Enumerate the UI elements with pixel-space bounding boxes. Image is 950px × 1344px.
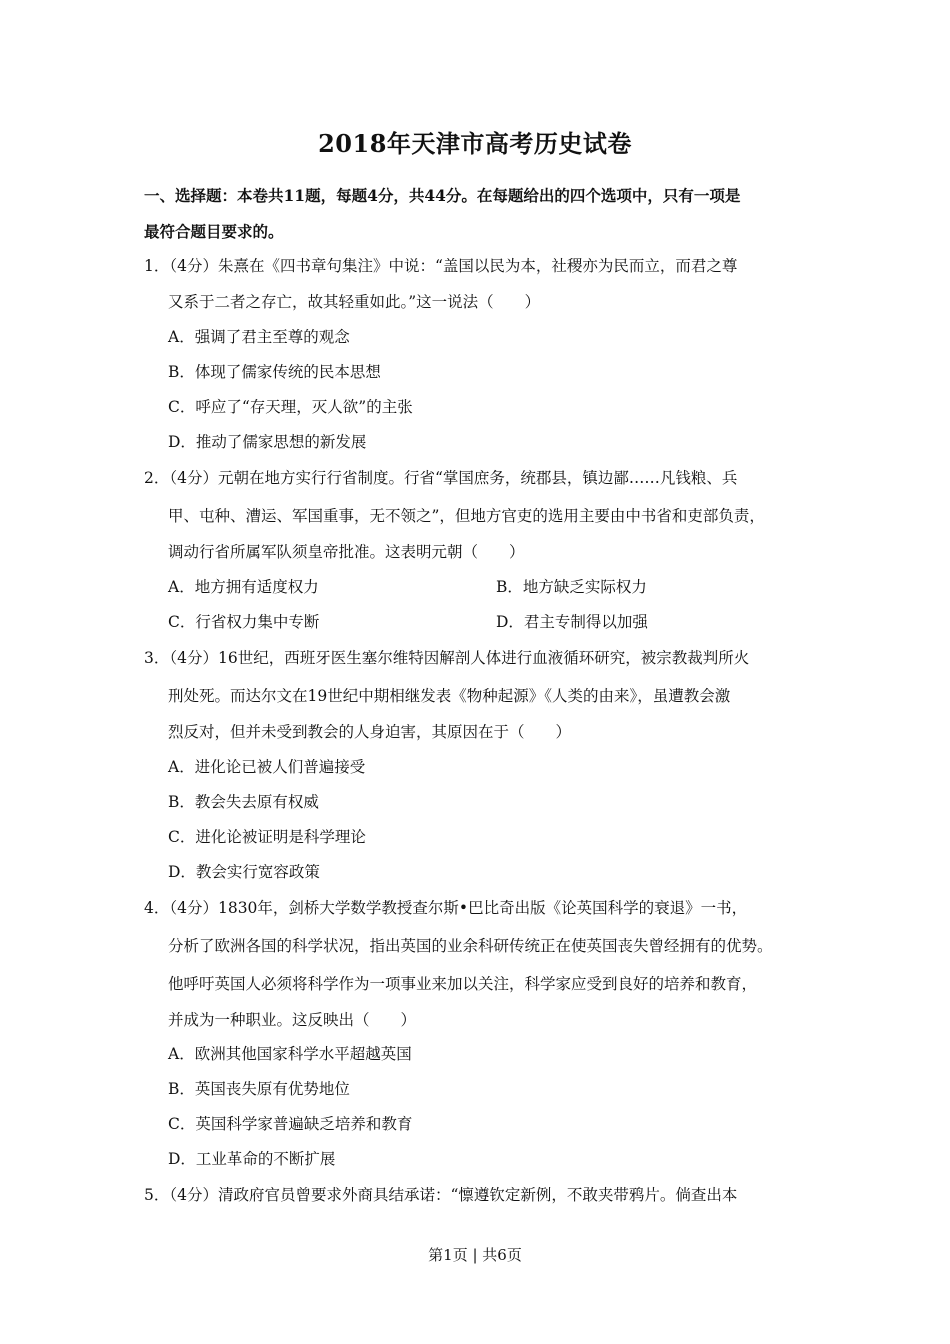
question-4-stem-line-2: 分析了欧洲各国的科学状况，指出英国的业余科研传统正在使英国丧失曾经拥有的优势。 xyxy=(168,937,773,955)
question-2-stem-line-1: 2．（4分）元朝在地方实行行省制度。行省“掌国庶务，统郡县，镇边鄙……凡钱粮、兵 xyxy=(144,469,738,487)
question-4-option-d: D．工业革命的不断扩展 xyxy=(168,1150,336,1168)
section-heading-line-2: 最符合题目要求的。 xyxy=(144,222,284,241)
question-3-stem-line-2: 刑处死。而达尔文在19世纪中期相继发表《物种起源》《人类的由来》，虽遭教会激 xyxy=(168,687,731,705)
question-4-option-a: A．欧洲其他国家科学水平超越英国 xyxy=(168,1045,412,1063)
question-3-stem-line-1: 3．（4分）16世纪，西班牙医生塞尔维特因解剖人体进行血液循环研究，被宗教裁判所火 xyxy=(144,649,750,667)
section-heading-line-1: 一、选择题：本卷共11题，每题4分，共44分。在每题给出的四个选项中，只有一项是 xyxy=(144,186,741,205)
question-2-stem-line-2: 甲、屯种、漕运、军国重事，无不领之”，但地方官吏的选用主要由中书省和吏部负责， xyxy=(168,507,765,525)
question-3-option-a: A．进化论已被人们普遍接受 xyxy=(168,758,366,776)
page-footer: 第1页 | 共6页 xyxy=(428,1246,522,1264)
question-3-option-c: C．进化论被证明是科学理论 xyxy=(168,828,366,846)
question-5-stem-line-1: 5．（4分）清政府官员曾要求外商具结承诺：“懔遵钦定新例，不敢夹带鸦片。倘查出本 xyxy=(144,1186,738,1204)
question-4-option-c: C．英国科学家普遍缺乏培养和教育 xyxy=(168,1115,413,1133)
question-1-stem-line-1: 1．（4分）朱熹在《四书章句集注》中说：“盖国以民为本，社稷亦为民而立，而君之尊 xyxy=(144,257,738,275)
question-1-option-d: D．推动了儒家思想的新发展 xyxy=(168,433,367,451)
question-3-option-b: B．教会失去原有权威 xyxy=(168,793,319,811)
question-2-option-c: C．行省权力集中专断 xyxy=(168,613,320,631)
question-2-stem-line-3: 调动行省所属军队须皇帝批准。这表明元朝（ ） xyxy=(168,543,525,561)
question-3-option-d: D．教会实行宽容政策 xyxy=(168,863,320,881)
question-4-stem-line-3: 他呼吁英国人必须将科学作为一项事业来加以关注，科学家应受到良好的培养和教育， xyxy=(168,975,758,993)
question-1-stem-line-2: 又系于二者之存亡，故其轻重如此。”这一说法（ ） xyxy=(168,293,541,311)
question-1-option-a: A．强调了君主至尊的观念 xyxy=(168,328,350,346)
question-4-stem-line-4: 并成为一种职业。这反映出（ ） xyxy=(168,1011,417,1029)
question-2-option-a: A．地方拥有适度权力 xyxy=(168,578,319,596)
question-3-stem-line-3: 烈反对，但并未受到教会的人身迫害，其原因在于（ ） xyxy=(168,723,572,741)
question-1-option-c: C．呼应了“存天理，灭人欲”的主张 xyxy=(168,398,413,416)
page-title: 2018年天津市高考历史试卷 xyxy=(318,129,632,158)
question-4-stem-line-1: 4．（4分）1830年，剑桥大学数学教授查尔斯•巴比奇出版《论英国科学的衰退》一书， xyxy=(144,899,748,917)
question-4-option-b: B．英国丧失原有优势地位 xyxy=(168,1080,350,1098)
question-2-option-b: B．地方缺乏实际权力 xyxy=(496,578,647,596)
question-1-option-b: B．体现了儒家传统的民本思想 xyxy=(168,363,381,381)
question-2-option-d: D．君主专制得以加强 xyxy=(496,613,648,631)
